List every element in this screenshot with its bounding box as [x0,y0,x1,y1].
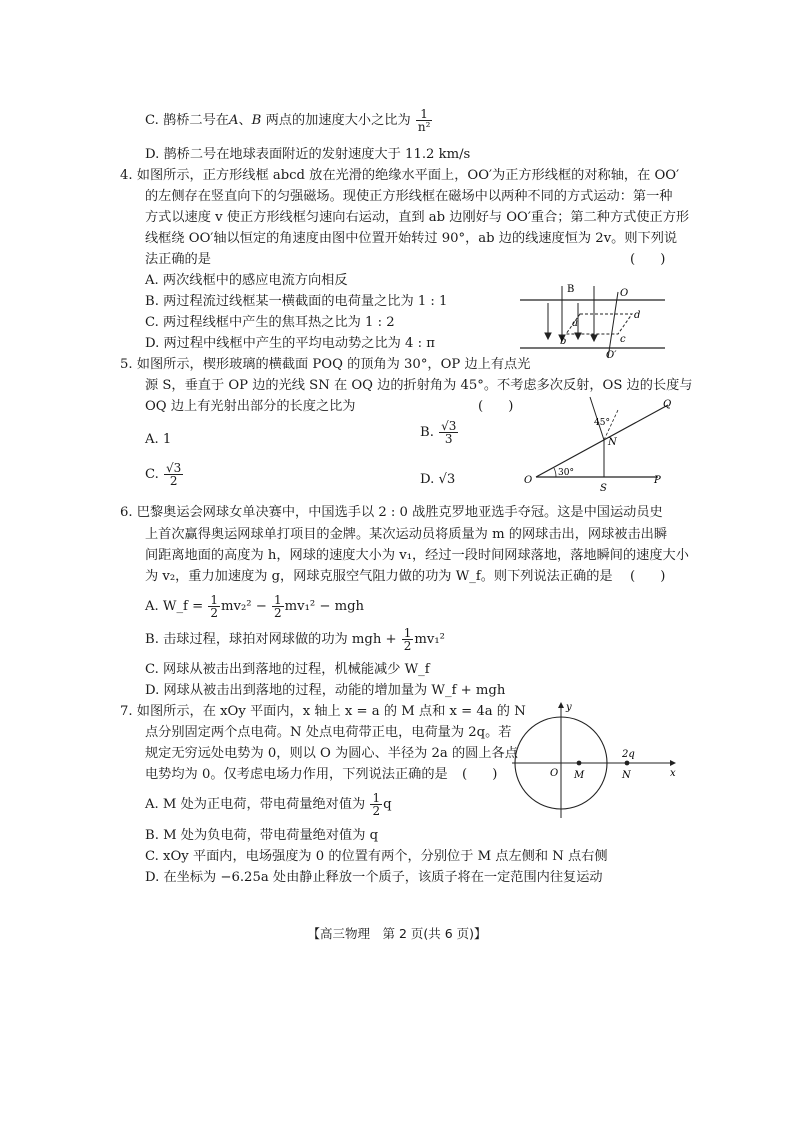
q7-figure [508,700,678,822]
q6-opta-frac1-den: 2 [210,606,219,620]
q5-optb-label: B. [420,425,434,440]
q6-opta-frac2 [272,594,284,619]
q6-optb-post: mv₁² [414,632,445,647]
q7-point-m [577,761,582,766]
q3-optc-frac-den: n² [417,120,431,134]
q5-answer-paren: ( ) [478,399,514,414]
q7-option-d: D. 在坐标为 −6.25a 处由静止释放一个质子，该质子将在一定范围内往复运动 [145,870,603,885]
q4-label-b-field: B [567,284,575,295]
q4-figure [520,278,670,360]
q6-optb-frac-num: 1 [403,626,412,640]
q6-opta-frac1-num: 1 [210,593,219,607]
q7-label-x: x [670,768,676,779]
q7-stem-line-2: 点分别固定两个点电荷。N 处点电荷带正电，电荷量为 2q。若 [145,725,512,740]
q7-stem-line-4: 电势均为 0。仅考虑电场力作用，下列说法正确的是 [145,767,448,782]
q6-opta-mid: mv₂² − [221,599,271,614]
q5-edge-oq [536,405,668,477]
q6-optb-frac [402,627,414,652]
q5-option-d: D. √3 [420,472,456,487]
q6-answer-paren: ( ) [630,569,666,584]
q5-optc-num: √3 [166,461,182,475]
q4-option-c: C. 两过程线框中产生的焦耳热之比为 1 : 2 [145,315,395,330]
q6-option-b [145,627,445,652]
q7-opta-pre: A. M 处为正电荷，带电荷量绝对值为 [145,797,366,812]
q5-option-c [145,462,184,487]
q6-stem-line-2: 上首次赢得奥运网球单打项目的金牌。某次运动员将质量为 m 的网球击出，网球被击出瞬 [145,527,668,542]
q4-option-a: A. 两次线框中的感应电流方向相反 [145,273,348,288]
q3-optc-frac-num: 1 [416,108,433,121]
q6-opta-post: mv₁² − mgh [284,599,365,614]
q3-optc-pre: C. 鹊桥二号在 [145,113,229,128]
q4-option-b: B. 两过程流过线框某一横截面的电荷量之比为 1 : 1 [145,294,448,309]
q7-opta-frac [370,792,382,817]
q6-opta-frac1 [208,594,220,619]
q7-label-n: N [622,770,631,781]
q6-stem-line-3: 间距离地面的高度为 h，网球的速度大小为 v₁，经过一段时间网球落地，落地瞬间的速度大小 [145,548,689,563]
q5-option-b [420,420,459,445]
q7-answer-paren: ( ) [462,767,498,782]
q7-x-arrow [670,760,676,766]
q6-option-d: D. 网球从被击出到落地的过程，动能的增加量为 W_f + mgh [145,683,506,698]
q4-stem-line-2: 的左侧存在竖直向下的匀强磁场。现使正方形线框在磁场中以两种不同的方式运动：第一种 [145,189,673,204]
q5-optc-den: 2 [169,474,178,488]
q6-stem-line-4: 为 v₂，重力加速度为 g，网球克服空气阻力做的功为 W_f。则下列说法正确的是 [145,569,613,584]
q7-option-b: B. M 处为负电荷，带电荷量绝对值为 q [145,828,379,843]
q4-label-b: b [560,336,567,347]
q4-label-o-prime: O′ [606,350,617,360]
q4-label-c: c [620,334,626,345]
q6-stem-line-1: 6. 巴黎奥运会网球女单决赛中，中国选手以 2 : 0 战胜克罗地亚选手夺冠。这是中国运动员史 [120,505,663,520]
page-footer: 【高三物理 第 2 页(共 6 页)】 [307,926,487,941]
q5-label-o: O [524,475,533,486]
q5-stem-line-3: OQ 边上有光射出部分的长度之比为 [145,399,356,414]
q7-option-c: C. xOy 平面内，电场强度为 0 的位置有两个，分别位于 M 点左侧和 N 点右侧 [145,849,608,864]
q3-optc-mid: 、 [238,113,252,128]
q4-label-a: a [572,318,578,329]
q5-label-30deg: 30° [558,468,574,478]
q7-label-m: M [574,770,585,781]
q5-figure [508,395,683,495]
q4-stem-line-4: 线框绕 OO′轴以恒定的角速度由图中位置开始转过 90°，ab 边的线速度恒为 2v。则下列说 [145,231,678,246]
q7-opta-frac-den: 2 [372,804,381,818]
q7-option-a [145,792,392,817]
q7-opta-frac-num: 1 [372,791,381,805]
q7-opta-post: q [383,797,392,812]
q3-option-d: D. 鹊桥二号在地球表面附近的发射速度大于 11.2 km/s [145,147,471,162]
q6-optb-frac-den: 2 [403,639,412,653]
q6-opta-frac2-den: 2 [273,606,282,620]
q5-label-n: N [608,437,617,448]
q4-stem-line-1: 4. 如图所示，正方形线框 abcd 放在光滑的绝缘水平面上，OO′为正方形线框的对称轴，在 OO′ [120,168,680,183]
q7-label-y: y [566,702,572,713]
q4-label-d: d [634,310,641,321]
q4-stem-line-5: 法正确的是 [145,252,211,267]
q5-optb-den: 3 [444,432,453,446]
q4-option-d: D. 两过程中线框中产生的平均电动势之比为 4 : π [145,336,435,351]
q6-opta-frac2-num: 1 [273,593,282,607]
q7-stem-line-1: 7. 如图所示，在 xOy 平面内，x 轴上 x = a 的 M 点和 x = 4a 的 N [120,704,526,719]
q5-optb-num: √3 [441,419,457,433]
q3-optc-post: 两点的加速度大小之比为 [261,113,411,128]
q3-optc-b: B [251,113,262,128]
q5-label-45deg: 45° [594,418,610,428]
q5-optc-fraction [164,462,183,487]
q7-y-arrow [558,702,564,708]
q5-option-a: A. 1 [145,432,172,447]
q4-label-o: O [620,288,629,299]
q7-label-2q: 2q [622,749,635,760]
q5-label-p: P [654,475,661,486]
q5-label-s: S [600,483,607,494]
q3-optc-a: A [228,113,239,128]
q5-stem-line-1: 5. 如图所示，楔形玻璃的横截面 POQ 的顶角为 30°，OP 边上有点光 [120,357,531,372]
q5-optb-fraction [439,420,458,445]
q5-optc-label: C. [145,467,159,482]
q5-stem-line-2: 源 S，垂直于 OP 边的光线 SN 在 OQ 边的折射角为 45°。不考虑多次反射，OS 边的长度与 [145,378,693,393]
q5-label-q: Q [663,399,672,410]
q6-option-a [145,594,364,619]
q4-stem-line-3: 方式以速度 v 使正方形线框匀速向右运动，直到 ab 边刚好与 OO′重合；第二种方式使正方形 [145,210,690,225]
q5-angle-arc [554,468,556,477]
q6-option-c: C. 网球从被击出到落地的过程，机械能减少 W_f [145,662,430,677]
q7-stem-line-3: 规定无穷远处电势为 0，则以 O 为圆心、半径为 2a 的圆上各点 [145,746,518,761]
q7-label-o: O [550,768,559,779]
q3-option-c [145,108,433,133]
q7-point-n [625,761,630,766]
q6-opta-pre: A. W_f = [145,599,208,614]
q6-optb-pre: B. 击球过程，球拍对网球做的功为 mgh + [145,632,401,647]
q3-optc-fraction [416,108,433,133]
q4-answer-paren: ( ) [630,252,666,267]
